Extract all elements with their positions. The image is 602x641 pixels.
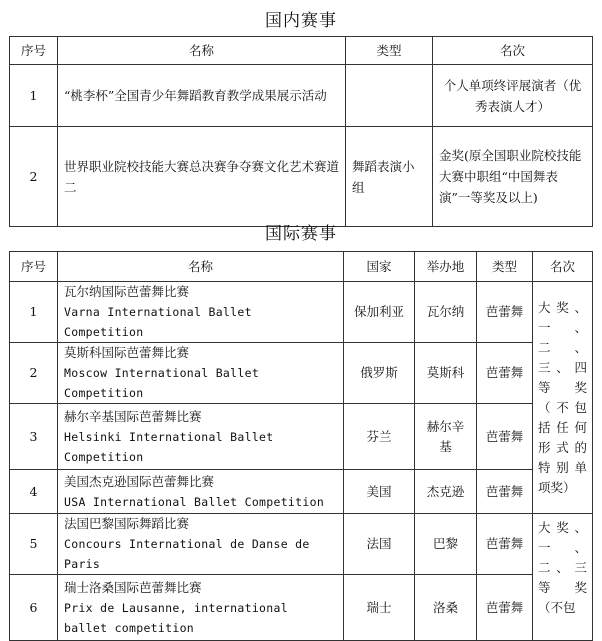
- header-name: 名称: [58, 252, 344, 282]
- table-row: [10, 575, 593, 641]
- name-cn: 瑞士洛桑国际芭蕾舞比赛: [64, 579, 202, 595]
- rank-group-2: 大奖、一、二、三等奖（不包: [533, 514, 593, 641]
- row-no: 1: [10, 65, 58, 127]
- row-venue: 杰克逊: [415, 470, 477, 514]
- header-rank: 名次: [433, 37, 593, 65]
- domestic-title: 国内赛事: [265, 11, 337, 31]
- row-no: 5: [10, 514, 58, 575]
- row-venue: 莫斯科: [415, 343, 477, 404]
- row-name: [58, 514, 344, 575]
- row-rank: 金奖(原全国职业院校技能大赛中职组“中国舞表演”一等奖及以上): [433, 127, 593, 227]
- name-en: Moscow International Ballet Competition: [64, 366, 260, 400]
- row-name: [58, 343, 344, 404]
- header-no: 序号: [10, 252, 58, 282]
- domestic-table: [9, 36, 593, 227]
- name-en: Helsinki International Ballet Competition: [64, 429, 274, 464]
- international-title: 国际赛事: [265, 224, 337, 244]
- name-cn: 赫尔辛基国际芭蕾舞比赛: [64, 408, 202, 424]
- row-type: 芭蕾舞: [477, 282, 533, 343]
- row-country: 美国: [344, 470, 415, 514]
- row-country: 瑞士: [344, 575, 415, 641]
- row-country: 保加利亚: [344, 282, 415, 343]
- row-country: 芬兰: [344, 404, 415, 470]
- name-en: USA International Ballet Competition: [64, 494, 325, 509]
- row-type: 芭蕾舞: [477, 514, 533, 575]
- row-type: 舞蹈表演小组: [346, 127, 433, 227]
- international-table: [9, 251, 593, 641]
- row-country: 俄罗斯: [344, 343, 415, 404]
- row-no: 6: [10, 575, 58, 641]
- row-name: [58, 282, 344, 343]
- row-name: [58, 470, 344, 514]
- table-row: [10, 514, 593, 575]
- table-row: [10, 404, 593, 470]
- header-name: 名称: [58, 37, 346, 65]
- row-type: 芭蕾舞: [477, 470, 533, 514]
- name-en: Concours International de Danse de Paris: [64, 537, 310, 571]
- row-name: [58, 404, 344, 470]
- header-rank: 名次: [533, 252, 593, 282]
- header-type: 类型: [346, 37, 433, 65]
- row-venue: 巴黎: [415, 514, 477, 575]
- table-row: [10, 127, 593, 227]
- row-type: 芭蕾舞: [477, 404, 533, 470]
- name-cn: 法国巴黎国际舞蹈比赛: [64, 516, 190, 531]
- header-venue: 举办地: [415, 252, 477, 282]
- row-no: 3: [10, 404, 58, 470]
- rank-group-1: 大奖、一、二、三、四等奖（不包括任何形式的特别单项奖）: [533, 282, 593, 514]
- row-venue: 洛桑: [415, 575, 477, 641]
- name-cn: 瓦尔纳国际芭蕾舞比赛: [64, 284, 190, 299]
- row-country: 法国: [344, 514, 415, 575]
- table-row: [10, 470, 593, 514]
- name-cn: 莫斯科国际芭蕾舞比赛: [64, 345, 190, 360]
- row-no: 2: [10, 343, 58, 404]
- row-no: 4: [10, 470, 58, 514]
- row-no: 2: [10, 127, 58, 227]
- row-venue: 赫尔辛基: [415, 404, 477, 470]
- name-en: Prix de Lausanne, international ballet competition: [64, 600, 288, 635]
- table-header-row: [10, 37, 593, 65]
- row-name: [58, 575, 344, 641]
- table-header-row: [10, 252, 593, 282]
- row-name: “桃李杯”全国青少年舞蹈教育教学成果展示活动: [58, 65, 346, 127]
- table-row: [10, 343, 593, 404]
- header-no: 序号: [10, 37, 58, 65]
- row-type: 芭蕾舞: [477, 343, 533, 404]
- header-country: 国家: [344, 252, 415, 282]
- table-row: [10, 65, 593, 127]
- row-name: 世界职业院校技能大赛总决赛争夺赛文化艺术赛道二: [58, 127, 346, 227]
- table-row: [10, 282, 593, 343]
- row-no: 1: [10, 282, 58, 343]
- row-type: [346, 65, 433, 127]
- row-venue: 瓦尔纳: [415, 282, 477, 343]
- header-type: 类型: [477, 252, 533, 282]
- row-type: 芭蕾舞: [477, 575, 533, 641]
- name-cn: 美国杰克逊国际芭蕾舞比赛: [64, 473, 215, 489]
- row-rank: 个人单项终评展演者（优秀表演人才）: [433, 65, 593, 127]
- name-en: Varna International Ballet Competition: [64, 305, 252, 339]
